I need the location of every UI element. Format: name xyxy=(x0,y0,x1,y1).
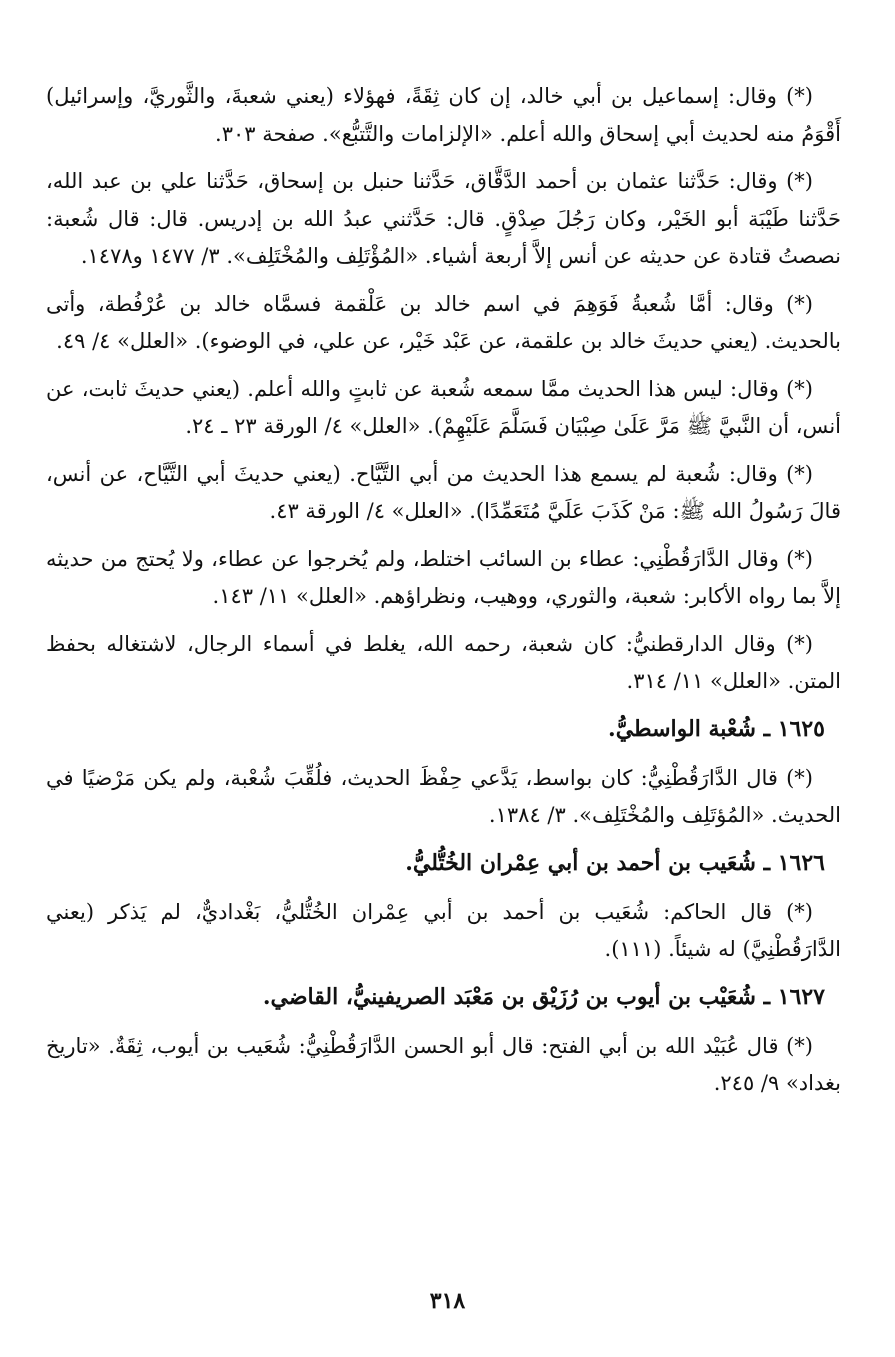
paragraph: (*) قال الدَّارَقُطْنِيُّ: كان بواسط، يَدَّعي حِفْظَ الحديث، فلُقِّبَ شُعْبة، ولم يكن مَرْضيًا في الحديث. «المُؤتَلِف والمُخْتَلِف». ٣/ ١٣٨٤. xyxy=(46,765,841,827)
paragraph: (*) وقال: ليس هذا الحديث ممَّا سمعه شُعبة عن ثابتٍ والله أعلم. (يعني حديثَ ثابت، عن أنس، أن النَّبيَّ ﷺ مَرَّ عَلَىٰ صِبْيَان فَسَلَّمَ عَلَيْهِمْ). «العلل» ٤/ الورقة ٢٣ ـ ٢٤. xyxy=(46,376,841,438)
page-number: ٣١٨ xyxy=(429,1288,466,1314)
paragraph: (*) وقال الدارقطنيُّ: كان شعبة، رحمه الله، يغلط في أسماء الرجال، لاشتغاله بحفظ المتن. «العلل» ١١/ ٣١٤. xyxy=(46,631,841,693)
entry-heading: ١٦٢٥ ـ شُعْبة الواسطيُّ. xyxy=(608,715,825,742)
page-body xyxy=(46,78,841,1357)
paragraph: (*) قال عُبَيْد الله بن أبي الفتح: قال أبو الحسن الدَّارَقُطْنِيُّ: شُعَيب بن أيوب، ثِقَةٌ. «تاريخ بغداد» ٩/ ٢٤٥. xyxy=(46,1033,841,1095)
paragraph: (*) وقال: إسماعيل بن أبي خالد، إن كان ثِقَةً، فهؤلاء (يعني شعبةَ، والثَّوريَّ، وإسرائيل) أَقْوَمُ منه لحديث أبي إسحاق والله أعلم. «الإلزامات والتَّتبُّع». صفحة ٣٠٣. xyxy=(46,84,841,146)
entry-heading: ١٦٢٧ ـ شُعَيْب بن أيوب بن رُزَيْق بن مَعْبَد الصريفينيُّ، القاضي. xyxy=(262,983,825,1010)
entry-heading: ١٦٢٦ ـ شُعَيب بن أحمد بن أبي عِمْران الخُتُّليُّ. xyxy=(405,849,825,876)
paragraph: (*) وقال الدَّارَقُطْنِي: عطاء بن السائب اختلط، ولم يُخرجوا عن عطاء، ولا يُحتج من حديثه إلاَّ بما رواه الأكابر: شعبة، والثوري، ووهيب، ونظراؤهم. «العلل» ١١/ ١٤٣. xyxy=(46,546,841,608)
paragraph: (*) وقال: أمَّا شُعبةُ فَوَهِمَ في اسم خالد بن عَلْقمة فسمَّاه خالد بن عُرْفُطة، وأتى بالحديث. (يعني حديثَ خالد بن علقمة، عن عَبْد خَيْر، عن علي، في الوضوء). «العلل» ٤/ ٤٩. xyxy=(46,291,841,353)
paragraph: (*) وقال: حَدَّثنا عثمان بن أحمد الدَّقَّاق، حَدَّثنا حنبل بن إسحاق، حَدَّثنا علي بن عبد الله، حَدَّثنا طَيْبَة أبو الخَيْر، وكان رَجُلَ صِدْقٍ. قال: حَدَّثني عبدُ الله بن إدريس. قال: قال شُعبة: نصصتُ قتادة عن حديثه عن أنس إلاَّ أربعة أشياء. «المُؤْتَلِف والمُخْتَلِف». ٣/ ١٤٧٧ و١٤٧٨. xyxy=(46,169,841,268)
paragraph: (*) وقال: شُعبة لم يسمع هذا الحديث من أبي التَّيَّاح. (يعني حديثَ أبي التَّيَّاح، عن أنس، قالَ رَسُولُ الله ﷺ: مَنْ كَذَبَ عَلَيَّ مُتَعَمِّدًا). «العلل» ٤/ الورقة ٤٣. xyxy=(46,461,841,523)
paragraph: (*) قال الحاكم: شُعَيب بن أحمد بن أبي عِمْران الخُتُّليُّ، بَغْداديٌّ، لم يَذكر (يعني الدَّارَقُطْنِيَّ) له شيئاً. (١١١). xyxy=(46,899,841,961)
